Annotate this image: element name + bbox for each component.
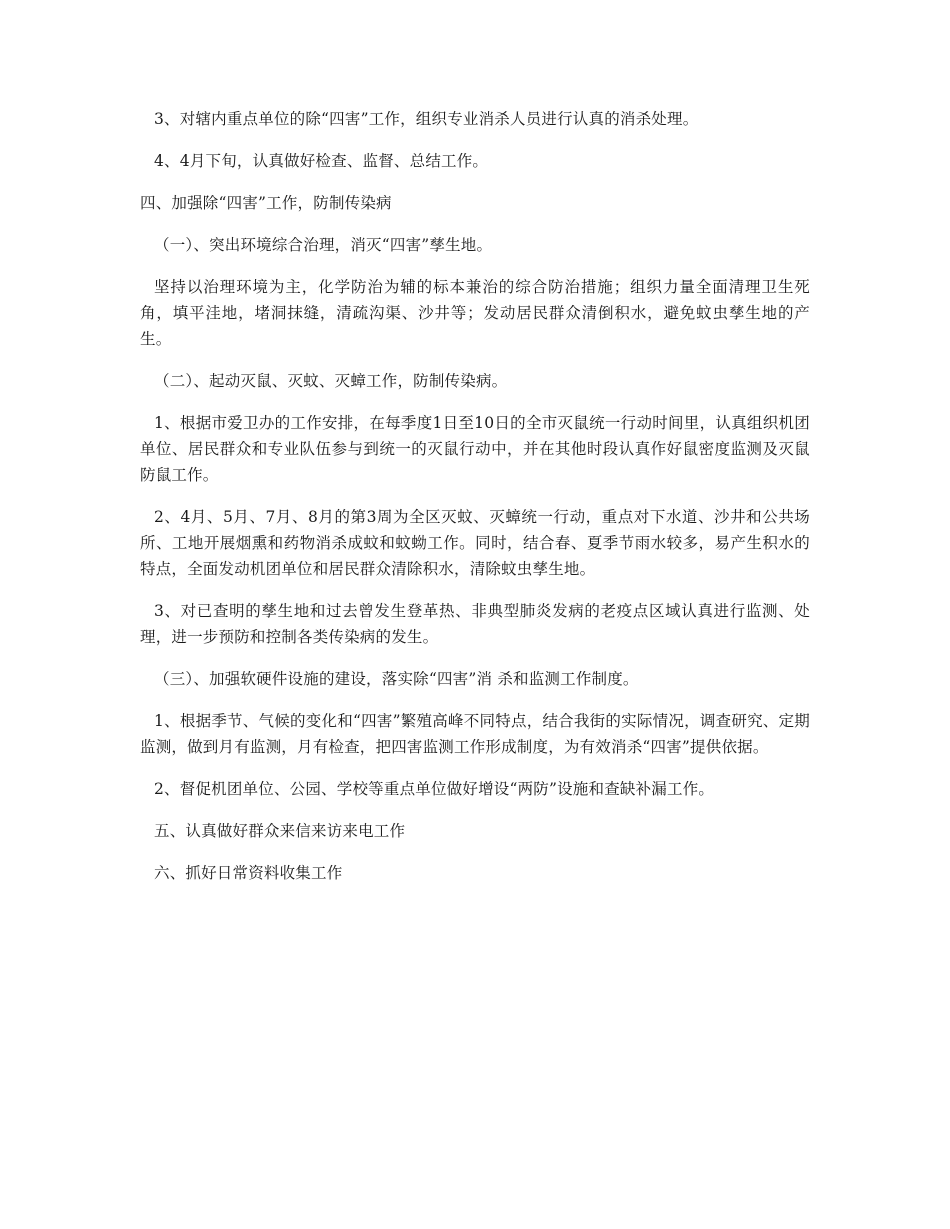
paragraph-rodent-control: 1、根据市爱卫办的工作安排，在每季度1日至10日的全市灭鼠统一行动时间里，认真组织机团单位、居民群众和专业队伍参与到统一的灭鼠行动中，并在其他时段认真作好鼠密度监测及灭鼠防鼠工作。 [140,414,810,484]
paragraph-facilities: 2、督促机团单位、公园、学校等重点单位做好增设“两防”设施和查缺补漏工作。 [154,780,715,798]
subsection-heading-3: （三）、加强软硬件设施的建设，落实除“四害”消 杀和监测工作制度。 [154,670,639,688]
section-heading-6: 六、抓好日常资料收集工作 [154,864,343,882]
paragraph-item-4: 4、4月下旬，认真做好检查、监督、总结工作。 [154,152,489,170]
paragraph-item-3: 3、对辖内重点单位的除“四害”工作，组织专业消杀人员进行认真的消杀处理。 [154,110,699,128]
paragraph-monitoring: 3、对已查明的孳生地和过去曾发生登革热、非典型肺炎发病的老疫点区域认真进行监测、处理，进一步预防和控制各类传染病的发生。 [140,602,810,646]
document-page [140,106,810,902]
paragraph-environment: 坚持以治理环境为主，化学防治为辅的标本兼治的综合防治措施；组织力量全面清理卫生死角，填平洼地，堵洞抹缝，清疏沟渠、沙井等；发动居民群众清倒积水，避免蚊虫孳生地的产生。 [140,278,810,348]
section-heading-4: 四、加强除“四害”工作，防制传染病 [140,194,392,212]
subsection-heading-2: （二）、起动灭鼠、灭蚊、灭蟑工作，防制传染病。 [154,372,508,390]
paragraph-mosquito-control: 2、4月、5月、7月、8月的第3周为全区灭蚊、灭蟑统一行动，重点对下水道、沙井和公共场所、工地开展烟熏和药物消杀成蚊和蚊蚴工作。同时，结合春、夏季节雨水较多，易产生积水的特点，全面发动机团单位和居民群众清除积水，清除蚊虫孳生地。 [140,508,810,578]
section-heading-5: 五、认真做好群众来信来访来电工作 [154,822,406,840]
subsection-heading-1: （一）、突出环境综合治理，消灭“四害”孳生地。 [154,236,493,254]
paragraph-seasonal-study: 1、根据季节、气候的变化和“四害”繁殖高峰不同特点，结合我街的实际情况，调查研究、定期监测，做到月有监测，月有检查，把四害监测工作形成制度，为有效消杀“四害”提供依据。 [140,712,810,756]
